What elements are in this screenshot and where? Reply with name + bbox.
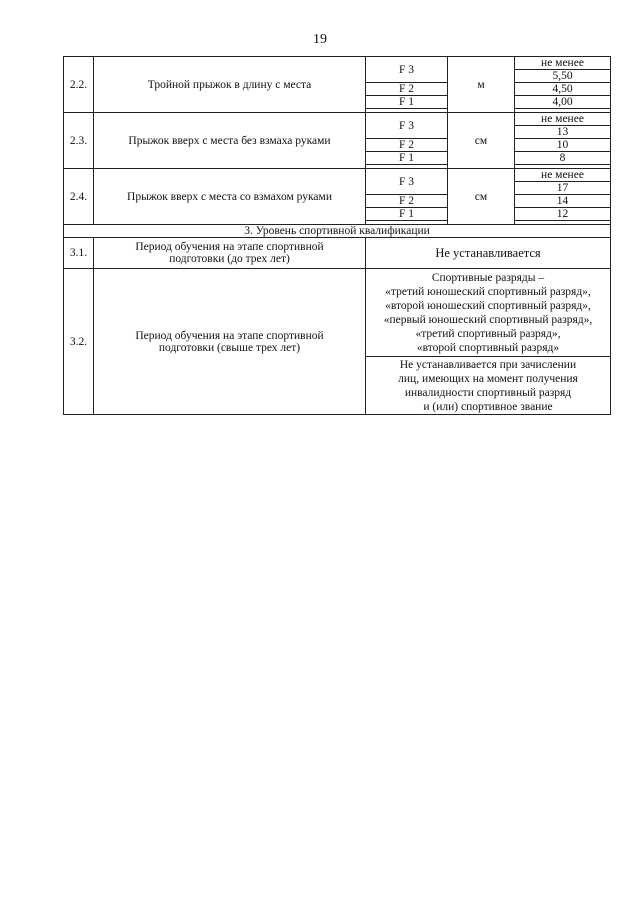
period-name: Период обучения на этапе спортивной подготовки (свыше трех лет) [94,269,366,415]
norm-f3-value: 13 [515,126,611,139]
period-name: Период обучения на этапе спортивной подготовки (до трех лет) [94,238,366,269]
class-f2: F 2 [366,195,448,208]
section-heading-row [64,225,611,238]
norm-f2-value: 14 [515,195,611,208]
norms-table [63,56,611,415]
table-row [64,113,611,126]
row-number: 3.2. [64,269,94,415]
row-number: 2.3. [64,113,94,169]
norm-header: не менее [515,169,611,182]
norm-f1-value: 12 [515,208,611,221]
class-f1: F 1 [366,96,448,109]
qualification-value: Спортивные разряды – «третий юношеский спортивный разряд», «второй юношеский спортивный разряд», «первый юношеский спортивный разряд», «третий спортивный разряд», «второй спортивный разряд» [366,269,611,357]
class-f3: F 3 [366,57,448,83]
table-row [64,57,611,70]
norm-header: не менее [515,113,611,126]
norm-f3-value: 17 [515,182,611,195]
class-f2: F 2 [366,83,448,96]
qualification-value: Не устанавливается [366,238,611,269]
class-f1: F 1 [366,152,448,165]
norm-f2-value: 4,50 [515,83,611,96]
row-number: 2.4. [64,169,94,225]
class-f3: F 3 [366,113,448,139]
table-row [64,269,611,357]
norm-header: не менее [515,57,611,70]
section-title: 3. Уровень спортивной квалификации [64,225,611,238]
exercise-name: Прыжок вверх с места со взмахом руками [94,169,366,225]
row-number: 3.1. [64,238,94,269]
class-f2: F 2 [366,139,448,152]
exercise-name: Прыжок вверх с места без взмаха руками [94,113,366,169]
page-number: 19 [313,32,327,47]
table-row [64,238,611,269]
unit: см [448,113,515,169]
row-number: 2.2. [64,57,94,113]
qualification-note: Не устанавливается при зачислении лиц, имеющих на момент получения инвалидности спортивный разряд и (или) спортивное звание [366,357,611,415]
norm-f2-value: 10 [515,139,611,152]
norm-f1-value: 8 [515,152,611,165]
class-f1: F 1 [366,208,448,221]
norm-f3-value: 5,50 [515,70,611,83]
unit: м [448,57,515,113]
class-f3: F 3 [366,169,448,195]
unit: см [448,169,515,225]
exercise-name: Тройной прыжок в длину с места [94,57,366,113]
table-row [64,169,611,182]
norm-f1-value: 4,00 [515,96,611,109]
